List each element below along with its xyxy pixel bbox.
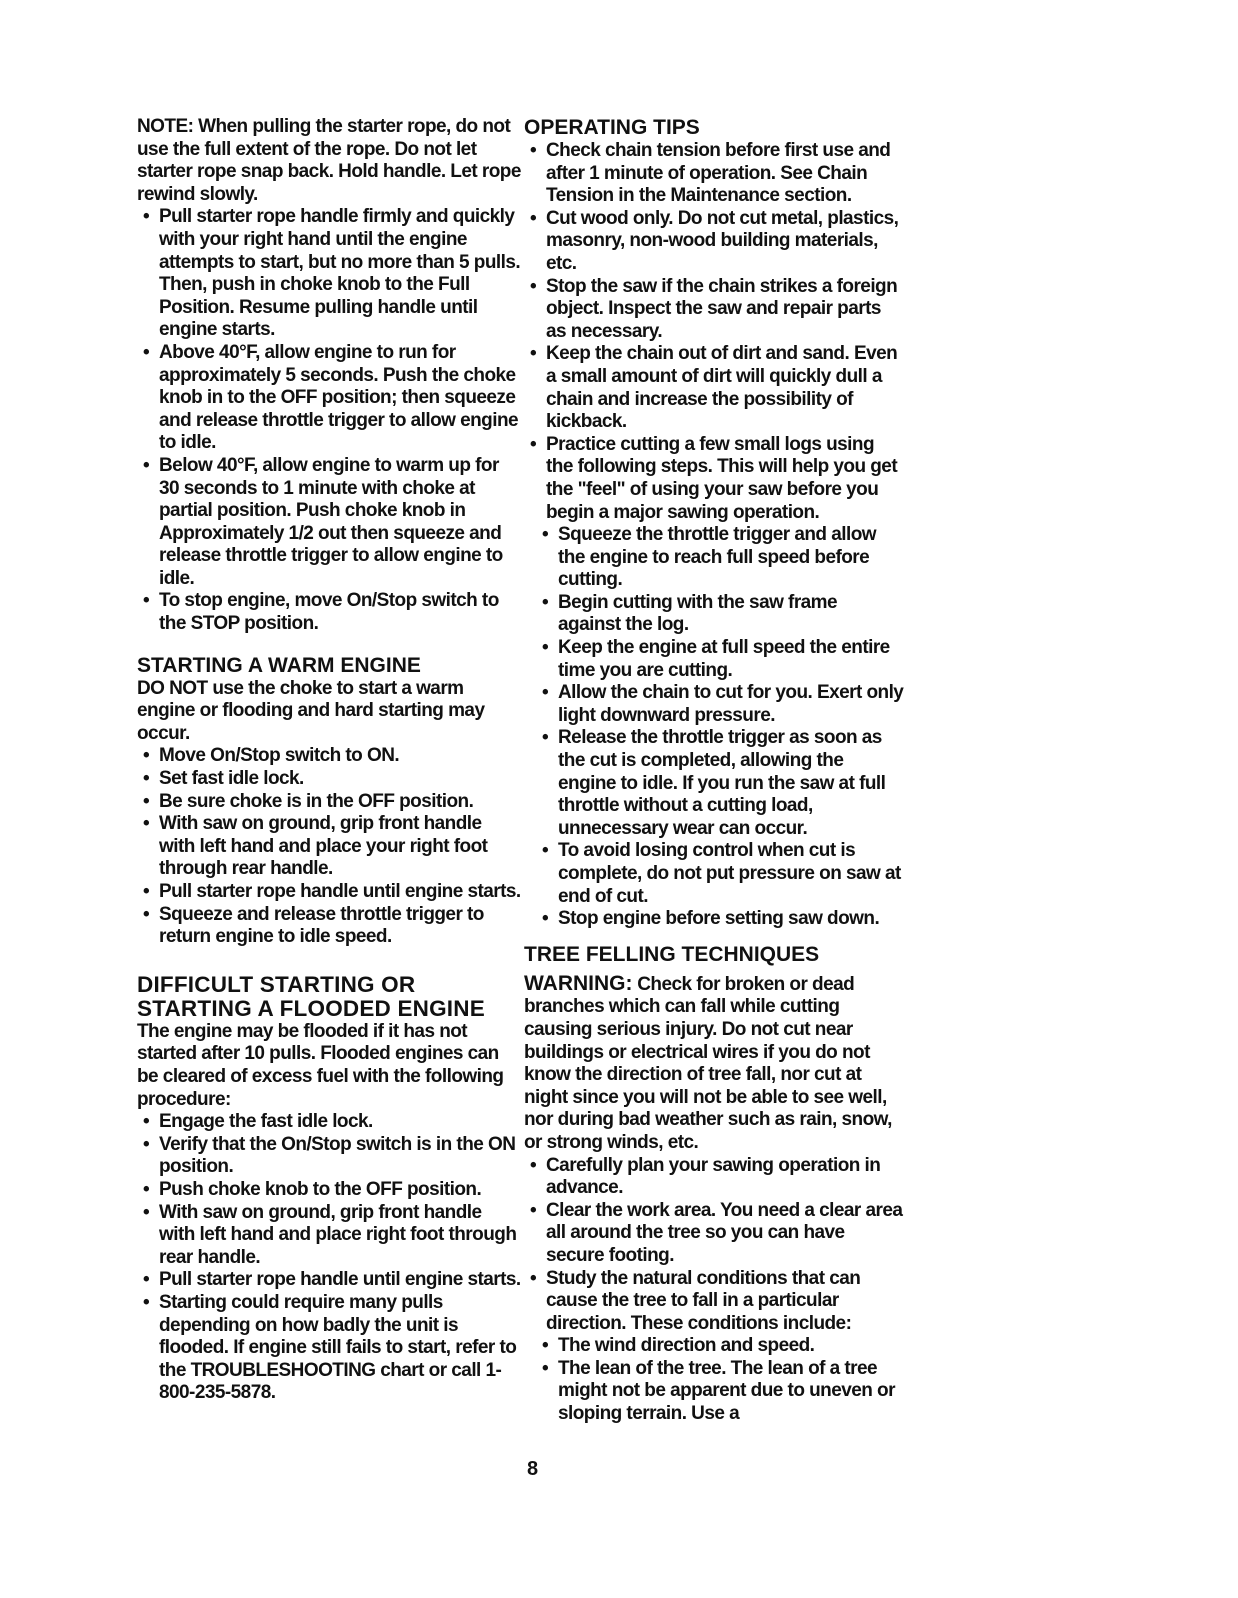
page-number: 8	[527, 1458, 539, 1480]
list-item: • The wind direction and speed.	[536, 1335, 904, 1358]
list-item: • Begin cutting with the saw frame against the log.	[536, 592, 904, 637]
list-item: • Clear the work area. You need a clear area all around the tree so you can have secure footing.	[524, 1200, 904, 1268]
note-text: When pulling the starter rope, do not use the full extent of the rope. Do not let starter rope snap back. Hold handle. Let rope rewind slowly.	[137, 116, 521, 205]
list-item: • Push choke knob to the OFF position.	[137, 1179, 522, 1202]
right-column	[524, 116, 904, 1426]
warm-engine-heading: STARTING A WARM ENGINE	[137, 653, 421, 677]
spacer	[137, 949, 522, 973]
operating-tips-heading: OPERATING TIPS	[524, 116, 700, 139]
felling-conditions-list	[536, 1335, 904, 1425]
flooded-engine-intro: The engine may be flooded if it has not started after 10 pulls. Flooded engines can be cleared of excess fuel with the following procedure:	[137, 1020, 504, 1110]
list-item: • To stop engine, move On/Stop switch to the STOP position.	[137, 590, 522, 635]
starter-rope-note	[137, 116, 522, 206]
note-label: NOTE:	[137, 116, 194, 137]
list-item: • Squeeze and release throttle trigger to return engine to idle speed.	[137, 904, 522, 949]
list-item: • Stop the saw if the chain strikes a foreign object. Inspect the saw and repair parts as necessary.	[524, 276, 904, 344]
left-column	[137, 116, 522, 1405]
list-item: • With saw on ground, grip front handle with left hand and place your right foot through rear handle.	[137, 813, 522, 881]
felling-steps-list	[524, 1155, 904, 1336]
warm-start-steps	[137, 745, 522, 948]
warm-engine-intro: DO NOT use the choke to start a warm engine or flooding and hard starting may occur.	[137, 677, 485, 744]
tree-felling-heading: TREE FELLING TECHNIQUES	[524, 942, 820, 966]
list-item: • Allow the chain to cut for you. Exert only light downward pressure.	[536, 682, 904, 727]
flooded-engine-heading-line2: STARTING A FLOODED ENGINE	[137, 995, 485, 1021]
flooded-start-steps	[137, 1111, 522, 1405]
list-item: • Verify that the On/Stop switch is in the ON position.	[137, 1134, 522, 1179]
list-item: • Pull starter rope handle until engine starts.	[137, 1269, 522, 1292]
list-item: • Release the throttle trigger as soon as the cut is completed, allowing the engine to idle. If you run the saw at full throttle without a cutting load, unnecessary wear can occur.	[536, 727, 904, 840]
list-item: • Starting could require many pulls depending on how badly the unit is flooded. If engine still fails to start, refer to the TROUBLESHOOTING chart or call 1-800-235-5878.	[137, 1292, 522, 1405]
practice-steps-list	[536, 524, 904, 931]
list-item: • Pull starter rope handle until engine starts.	[137, 881, 522, 904]
cold-start-steps	[137, 206, 522, 635]
list-item: • With saw on ground, grip front handle with left hand and place right foot through rear handle.	[137, 1202, 522, 1270]
list-item: • Engage the fast idle lock.	[137, 1111, 522, 1134]
warning-text: Check for broken or dead branches which can fall while cutting causing serious injury. Do not cut near buildings or electrical wires if you do not know the direction of tree fall, nor cut at night since you will not be able to see well, nor during bad weather such as rain, snow, or strong winds, etc.	[524, 973, 892, 1153]
list-item: • Practice cutting a few small logs using the following steps. This will help you get the "feel" of using your saw before you begin a major sawing operation.	[524, 434, 904, 524]
list-item: • Stop engine before setting saw down.	[536, 908, 904, 931]
list-item: • Study the natural conditions that can cause the tree to fall in a particular direction. These conditions include:	[524, 1268, 904, 1336]
spacer	[137, 636, 522, 654]
spacer	[524, 931, 904, 943]
list-item: • Move On/Stop switch to ON.	[137, 745, 522, 768]
list-item: • Cut wood only. Do not cut metal, plastics, masonry, non-wood building materials, etc.	[524, 208, 904, 276]
list-item: • Check chain tension before first use and after 1 minute of operation. See Chain Tension in the Maintenance section.	[524, 140, 904, 208]
list-item: • Below 40°F, allow engine to warm up for 30 seconds to 1 minute with choke at partial position. Push choke knob in Approximately 1/2 out then squeeze and release throttle trigger to allow engine to idle.	[137, 455, 522, 591]
list-item: • Be sure choke is in the OFF position.	[137, 791, 522, 814]
list-item: • Squeeze the throttle trigger and allow the engine to reach full speed before cutting.	[536, 524, 904, 592]
warning-label: WARNING:	[524, 971, 633, 995]
list-item: • The lean of the tree. The lean of a tree might not be apparent due to uneven or sloping terrain. Use a	[536, 1358, 904, 1426]
flooded-engine-heading-line1: DIFFICULT STARTING OR	[137, 971, 416, 997]
list-item: • Carefully plan your sawing operation in advance.	[524, 1155, 904, 1200]
list-item: • Keep the chain out of dirt and sand. Even a small amount of dirt will quickly dull a chain and increase the possibility of kickback.	[524, 343, 904, 433]
list-item: • Set fast idle lock.	[137, 768, 522, 791]
list-item: • Pull starter rope handle firmly and quickly with your right hand until the engine attempts to start, but no more than 5 pulls. Then, push in choke knob to the Full Position. Resume pulling handle until engine starts.	[137, 206, 522, 342]
operating-tips-list	[524, 140, 904, 524]
list-item: • Above 40°F, allow engine to run for approximately 5 seconds. Push the choke knob in to the OFF position; then squeeze and release throttle trigger to allow engine to idle.	[137, 342, 522, 455]
list-item: • Keep the engine at full speed the entire time you are cutting.	[536, 637, 904, 682]
felling-warning	[524, 973, 904, 1155]
list-item: • To avoid losing control when cut is complete, do not put pressure on saw at end of cut.	[536, 840, 904, 908]
